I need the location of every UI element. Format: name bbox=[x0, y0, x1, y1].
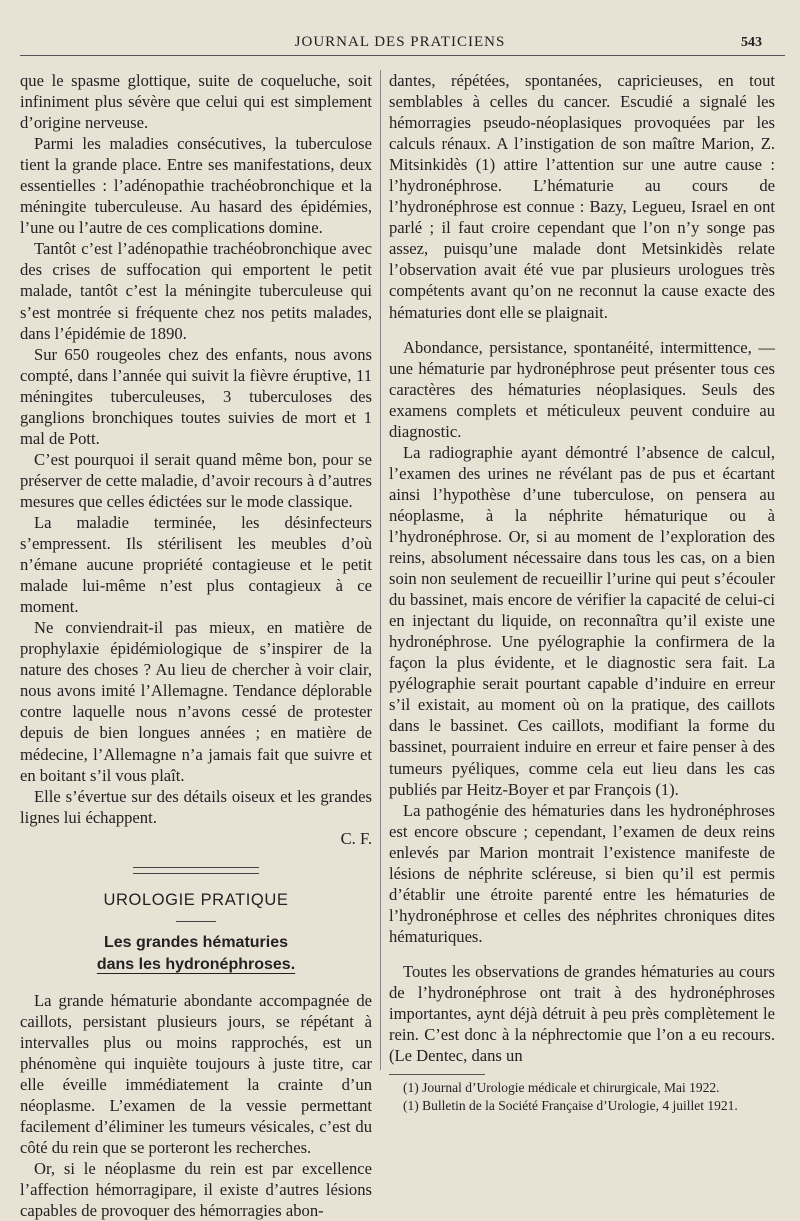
paragraph: La grande hématurie abondante accompagnée de caillots, persistant plusieurs jours, se répétant à intervalles plus ou moins rapprochés, est un phénomène qui inquiète toujours à juste titre, car elle éveille immédiatement la crainte d’un néoplasme. L’examen de la vessie permettant facilement d’éliminer les tumeurs vésicales, c’est du côté du rein que se porteront les recherches. bbox=[20, 990, 372, 1158]
paragraph: Tantôt c’est l’adénopathie trachéobronchique avec des crises de suffocation qui emportent le petit malade, tantôt c’est la méningite tuberculeuse qui s’est montrée si fréquente chez nos petits malades, dans l’épidémie de 1890. bbox=[20, 239, 372, 343]
paragraph: C’est pourquoi il serait quand même bon, pour se préserver de cette maladie, d’avoir recours à d’autres mesures que celles édictées sur le mode classique. bbox=[20, 449, 372, 511]
paragraph: La maladie terminée, les désinfecteurs s’empressent. Ils stérilisent les meubles d’où n’émane aucune propriété contagieuse et le petit malade lui-même n’est plus contagieux à ce moment. bbox=[20, 512, 372, 617]
paragraph: Abondance, persistance, spontanéité, intermittence, — une hématurie par hydronéphrose peut présenter tous ces caractères des hématuries néoplasiques. Seuls des examens complets et méticuleux peuvent conduire au diagnostic. bbox=[389, 337, 775, 441]
article-title bbox=[20, 932, 372, 976]
section-separator bbox=[133, 867, 259, 874]
article-title-line-1: Les grandes hématuries bbox=[103, 933, 289, 951]
right-column bbox=[389, 70, 775, 1115]
paragraph: dantes, répétées, spontanées, capricieuses, en tout semblables à celles du cancer. Escudié a signalé les hémorragies pseudo-néoplasiques provoquées par les calculs rénaux. A l’instigation de son maître Marion, Z. Mitsinkidès (1) attire l’attention sur une autre cause : l’hydronéphrose. L’hématurie au cours de l’hydronéphrose est connue : Bazy, Legueu, Israel en ont parlé ; il faut croire cependant que l’on n’y songe pas assez, puisqu’une malade dont Metsinkidès relate l’observation avait été vue par plusieurs urologues très compétents avant qu’on ne reconnut la cause exacte des hématuries dont elle se plaignait. bbox=[389, 71, 775, 322]
footnote: (1) Journal d’Urologie médicale et chirurgicale, Mai 1922. bbox=[403, 1080, 720, 1096]
signature: C. F. bbox=[340, 828, 372, 848]
paragraph: Sur 650 rougeoles chez des enfants, nous avons compté, dans l’année qui suivit la fièvre éruptive, 11 méningites tuberculeuses, 3 tuberculoses des ganglions bronchiques toutes suivies de mort et 1 mal de Pott. bbox=[20, 344, 372, 448]
paragraph: que le spasme glottique, suite de coqueluche, soit infiniment plus sévère que celui qui est simplement d’origine nerveuse. bbox=[20, 71, 372, 133]
section-rubric: UROLOGIE PRATIQUE bbox=[103, 890, 289, 909]
paragraph: La pathogénie des hématuries dans les hydronéphroses est encore obscure ; cependant, l’examen de deux reins enlevés par Marion montrait l’existence manifeste de lésions de néphrite scléreuse, si bien qu’il est permis d’établir une étroite parenté entre les hématuries de l’hydronéphrose et celles des néphrites chroniques dites hématuriques. bbox=[389, 800, 775, 946]
header-rule bbox=[20, 55, 785, 56]
paragraph: Toutes les observations de grandes hématuries au cours de l’hydronéphrose ont trait à des hydronéphroses importantes, aynt déjà détruit à peu près complètement le rein. C’est donc à la néphrectomie que l’on a eu recours. (Le Dentec, dans un bbox=[389, 961, 775, 1066]
paragraph: Ne conviendrait-il pas mieux, en matière de prophylaxie épidémiologique de s’inspirer de la nature des choses ? Au lieu de chercher à voir clair, nous avons imité l’Allemagne. Tendance déplorable contre laquelle nous n’avons cessé de protester depuis de bien longues années ; en matière de médecine, l’Allemagne n’a jamais fait que suivre et en boitant s’il vous plaît. bbox=[20, 618, 372, 785]
paragraph: Elle s’évertue sur des détails oiseux et les grandes lignes lui échappent. bbox=[20, 786, 372, 827]
rubric-rule bbox=[176, 921, 216, 922]
paragraph: Parmi les maladies consécutives, la tuberculose tient la grande place. Entre ses manifestations, deux essentielles : l’adénopathie trachéobronchique et la méningite tuberculeuse. Au hasard des épidémies, l’une ou l’autre de ces complications domine. bbox=[20, 134, 372, 238]
footnote: (1) Bulletin de la Société Française d’Urologie, 4 juillet 1921. bbox=[403, 1098, 738, 1114]
column-divider bbox=[380, 70, 381, 1070]
signature-line bbox=[20, 828, 372, 849]
left-column bbox=[20, 70, 372, 1221]
journal-title: JOURNAL DES PRATICIENS bbox=[294, 34, 506, 50]
article-title-line-2: dans les hydronéphroses. bbox=[96, 955, 296, 973]
page-number: 543 bbox=[741, 35, 762, 50]
paragraph: La radiographie ayant démontré l’absence de calcul, l’examen des urines ne révélant pas de pus et écartant ainsi l’hypothèse d’une tuberculose, on pensera au néoplasme, à la néphrite hématurique ou à l’hydronéphrose. Or, si au moment de l’exploration des reins, absolument nécessaire dans tous les cas, on a bien soin non seulement de recueillir l’urine qui peut s’écouler du bassinet, mais encore de vérifier la capacité de celui-ci en injectant du liquide, on reconnaîtra qu’il existe une hydronéphrose. Une pyélographie la confirmera de la façon la plus évidente, et le diagnostic sera fait. La pyélographie serait pourtant capable d’induire en erreur s’il existait, au moment où on la pratique, des caillots dans le bassinet. Ces caillots, modifiant la forme du bassinet, pourraient induire en erreur et faire penser à des tumeurs pyéliques, comme cela eut lieu dans les cas publiés par Heitz-Boyer et par François (1). bbox=[389, 442, 775, 799]
running-header bbox=[0, 34, 800, 56]
footnote-rule bbox=[389, 1074, 485, 1075]
paragraph: Or, si le néoplasme du rein est par excellence l’affection hémorragipare, il existe d’autres lésions capables de provoquer des hémorragies abon- bbox=[20, 1159, 372, 1221]
